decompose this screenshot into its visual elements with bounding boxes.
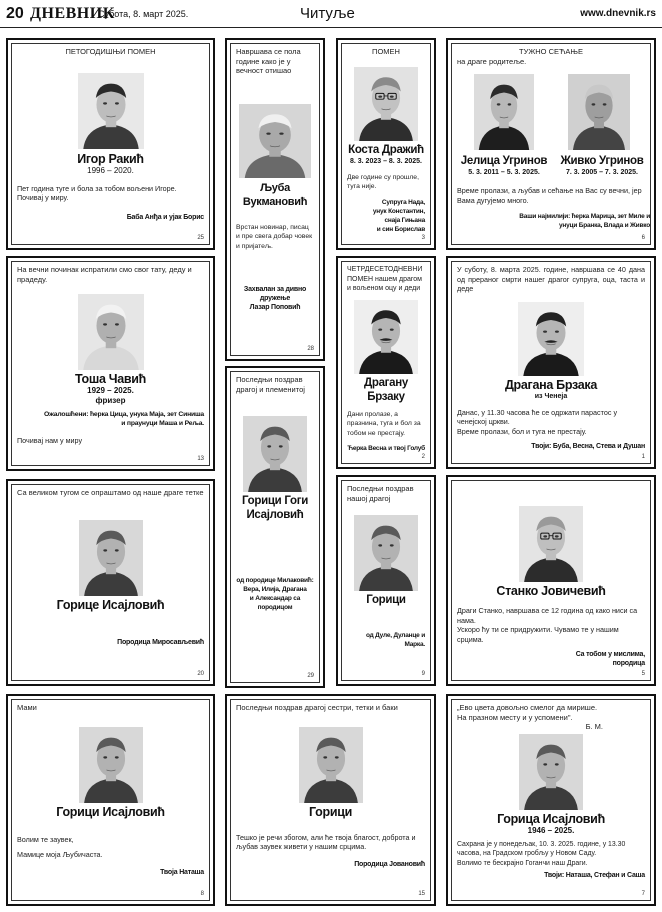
notice-heading: ПЕТОГОДИШЊИ ПОМЕН [65, 47, 156, 56]
portrait-photo [568, 74, 630, 150]
portrait-silhouette [79, 727, 143, 803]
notice-signature: Лазар Поповић [249, 304, 301, 311]
portrait-silhouette [474, 74, 534, 150]
deceased-name: Драгану Брзаку [363, 376, 409, 403]
deceased-name: Горици Гоги [242, 495, 308, 507]
page-header [0, 0, 662, 28]
notice-text: Ускоро ћу ти се придружити. Чувамо те у нашим срцима. [457, 625, 619, 644]
portrait-photo [474, 74, 534, 150]
obituary-ugrinov [446, 38, 656, 250]
notice-number: 7 [641, 891, 645, 897]
portrait-photo [519, 506, 583, 582]
obituary-ljuba-vukmanovic [225, 38, 325, 361]
notice-number: 28 [307, 346, 314, 352]
portrait-photo [519, 734, 583, 810]
notice-text: Волим те заувек, [17, 834, 74, 844]
obituary-gorica-milakovic [225, 366, 325, 688]
notice-intro: на драге родитеље. [457, 56, 527, 66]
deceased-name: Тоша Чавић [74, 372, 147, 386]
notice-signature: породица [612, 660, 645, 667]
notice-heading: Последњи поздрав драгој сестри, тетки и баки [236, 703, 398, 712]
notice-signature: Ћерка Весна и твој Голуб [347, 445, 425, 452]
notice-signature: снаја Гињана [384, 216, 425, 224]
life-years: 1929 – 2025. [87, 386, 134, 395]
obituary-gorica-mirosavljevic [6, 479, 215, 686]
obituary-kosta-drazic [336, 38, 436, 250]
newspaper-logo: ДНЕВНИК [30, 5, 115, 22]
notice-text: Врстан новинар, писац и пре свега добар човек и пријатељ. [236, 223, 313, 250]
notice-signature: Твоји: Буба, Весна, Стева и Душан [531, 443, 645, 450]
website-link[interactable]: www.dnevnik.rs [580, 8, 656, 19]
portrait-silhouette [354, 300, 418, 374]
deceased-name: Живко Угринов [560, 155, 644, 167]
portrait-photo [79, 520, 143, 596]
occupation: фризер [95, 396, 126, 405]
portrait-silhouette [299, 727, 363, 803]
notice-heading: Мами [17, 703, 37, 712]
portrait-silhouette [568, 74, 630, 150]
portrait-photo [354, 300, 418, 374]
notice-heading: ПОМЕН [372, 47, 400, 56]
portrait-photo [518, 302, 584, 376]
deceased-name: Горици Исајловић [56, 804, 165, 819]
notice-number: 15 [418, 891, 425, 897]
deceased-name: Игор Ракић [77, 151, 144, 166]
deceased-name: Исајловић [246, 509, 304, 521]
notice-text: Сахрана је у понедељак, 10. 3. 2025. године, у 13.30 часова, на Градском гробљу у Новом Саду. [457, 840, 626, 857]
notice-heading: На вечни починак испратили смо свог тату, деду и прадеду. [17, 265, 192, 284]
notice-text: Време пролази, бол и туга не престају. [457, 426, 587, 436]
obituary-gorica-dule [336, 475, 436, 686]
portrait-photo [79, 727, 143, 803]
portrait-photo [78, 73, 144, 149]
notice-quote: На празном месту и у успомени". [457, 712, 573, 722]
notice-number: 6 [641, 235, 645, 241]
notice-text: Данас, у 11.30 часова ће се одржати парастос у ченејској цркви. [457, 407, 618, 426]
notice-signature: Твоји: Наташа, Стефан и Саша [544, 872, 645, 879]
portrait-silhouette [78, 73, 144, 149]
obituary-gorica-isajlovic [446, 694, 656, 906]
deceased-name: Драгана Брзака [504, 377, 598, 392]
portrait-silhouette [79, 520, 143, 596]
notice-heading: Са великом тугом се опраштамо од наше драге тетке [17, 488, 204, 497]
portrait-silhouette [519, 734, 583, 810]
deceased-name: Горици [309, 804, 352, 819]
portrait-silhouette [354, 515, 418, 591]
notice-text: Две године су прошле, тугa није. [347, 173, 419, 190]
life-years: 7. 3. 2005 – 7. 3. 2025. [565, 169, 638, 176]
notice-text: Пет година туге и бола за тобом вољени Игоре. [17, 183, 177, 193]
obituary-stanko-jovicevic [446, 475, 656, 686]
portrait-photo [243, 416, 307, 492]
notice-number: 5 [641, 671, 645, 677]
portrait-silhouette [518, 302, 584, 376]
notice-signature: Породица Јовановић [354, 860, 425, 868]
notice-text: Време пролази, а љубав и сећање на Вас су вечни, јер Вама дугујемо много. [457, 186, 642, 205]
notice-text: Волимо те бескрајно Гоганчи наш Драги. [457, 859, 588, 867]
notice-number: 1 [641, 454, 645, 460]
portrait-silhouette [519, 506, 583, 582]
notice-signature: Вера, Илија, Драгана [243, 586, 307, 593]
portrait-silhouette [239, 104, 311, 178]
notice-heading: ТУЖНО СЕЋАЊЕ [518, 47, 583, 56]
portrait-photo [239, 104, 311, 178]
portrait-silhouette [243, 416, 307, 492]
deceased-name: Горици [366, 594, 406, 606]
deceased-name: Љуба Вукмановић [242, 181, 308, 208]
notice-text: Тешко је речи збогом, али ће твоја благост, доброта и љубав заувек живети у нашим срцима. [236, 832, 416, 851]
obituary-igor-rakic [6, 38, 215, 250]
notice-signature: Захвалан за дивно дружење [243, 286, 307, 302]
portrait-photo [354, 515, 418, 591]
notice-heading: Последњи поздрав нашој драгој [347, 484, 414, 503]
obituary-gorica-natasa [6, 694, 215, 906]
portrait-photo [299, 727, 363, 803]
notice-signature: од породице Милаковић: [236, 577, 314, 584]
notice-number: 9 [421, 671, 425, 677]
notice-signature: Твоја Наташа [160, 868, 204, 876]
notice-heading: У суботу, 8. марта 2025. године, навршава се 40 дана од прераног смрти нашег драгог супруга, оца, таста и деде [457, 265, 645, 293]
notice-heading: ЧЕТРДЕСЕТОДНЕВНИ ПОМЕН нашем драгом и вољеном оцу и деди [347, 266, 423, 292]
notice-signature: Баба Анђа и ујак Борис [126, 213, 204, 221]
notice-signature: и Александар са породицом [249, 595, 301, 611]
notice-signature: Са тобом у мислима, [575, 651, 645, 658]
notice-signature: Супруга Нада, [381, 198, 425, 206]
notice-text: Драги Станко, навршава се 12 година од како ниси са нама. [457, 606, 638, 625]
notice-signature: Породица Миросављевић [117, 638, 204, 646]
notice-text: Дани пролазе, а празнина, туга и бол за тобом не престају. [347, 410, 421, 437]
notice-text: Почивај нам у миру [17, 436, 83, 445]
portrait-silhouette [354, 67, 418, 141]
notice-quote: „Ево цвета довољно смелог да мирише. [457, 703, 598, 712]
notice-text: Мамице моја Љубичаста. [17, 850, 103, 859]
notice-number: 29 [307, 673, 314, 679]
notice-heading: Последњи поздрав драгој и племенитој [236, 375, 305, 394]
issue-date: Субота, 8. март 2025. [98, 9, 189, 19]
page-number: 20 [6, 5, 24, 22]
life-years: 1946 – 2025. [527, 825, 575, 835]
notice-text: Почивај у миру. [17, 193, 69, 202]
portrait-photo [354, 67, 418, 141]
notice-number: 3 [421, 235, 425, 241]
section-title: Читуље [300, 5, 355, 22]
deceased-name: Јелица Угринов [460, 155, 548, 167]
quote-author: Б. М. [585, 722, 603, 731]
notice-heading: Навршава се пола године како је у вечност отишао [236, 47, 301, 75]
notice-number: 2 [421, 454, 425, 460]
notice-signature: и син Борислав [376, 225, 425, 233]
obituary-dragan-brzak-40day [336, 256, 436, 469]
obituary-gorica-jovanovic [225, 694, 436, 906]
obituary-tosa-cavic [6, 256, 215, 471]
notice-number: 8 [200, 891, 204, 897]
notice-signature: од Дуле, Дуланце и Марка. [365, 632, 425, 648]
portrait-photo [78, 294, 144, 370]
notice-signature: унук Константин, [372, 207, 425, 215]
place: из Ченеја [534, 392, 568, 400]
life-years: 1996 – 2020. [87, 165, 134, 175]
deceased-name: Коста Дражић [348, 143, 424, 156]
life-years: 5. 3. 2011 – 5. 3. 2025. [468, 169, 540, 176]
notice-signature: и праунуци Маша и Реља. [121, 420, 204, 427]
deceased-name: Горица Исајловић [497, 811, 605, 826]
deceased-name: Станко Јовичевић [496, 584, 606, 598]
portrait-silhouette [78, 294, 144, 370]
notice-signature: Ожалошћени: ћерка Цица, унука Маја, зет Синиша [43, 411, 204, 418]
deceased-name: Горице Исајловић [56, 597, 165, 612]
notice-signature: Ваши најмилији: ћерка Марица, зет Миле и унуци Бранка, Влада и Живко [519, 213, 650, 229]
obituary-dragan-brzak [446, 256, 656, 469]
life-years: 8. 3. 2023 – 8. 3. 2025. [349, 157, 422, 165]
notice-number: 20 [197, 671, 204, 677]
notice-number: 13 [197, 456, 204, 462]
notice-number: 25 [197, 235, 204, 241]
